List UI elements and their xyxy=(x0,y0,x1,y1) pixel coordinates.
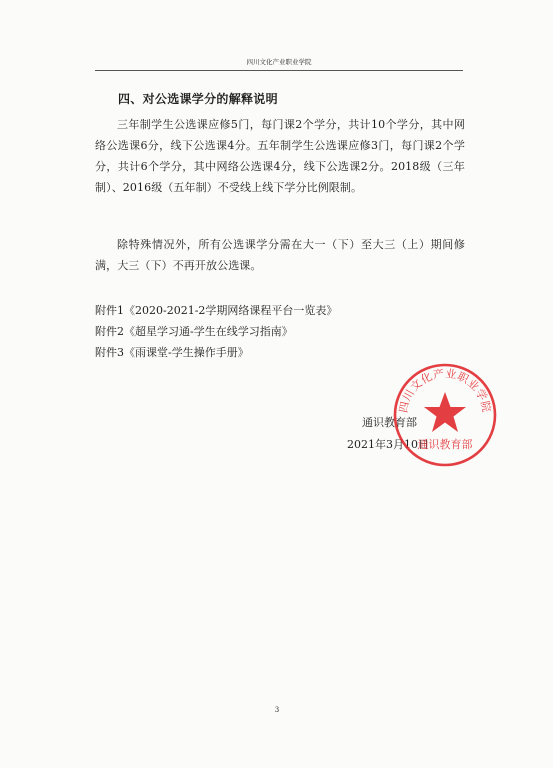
attachment-3[interactable]: 附件3《雨课堂-学生操作手册》 xyxy=(95,346,249,359)
signing-date: 2021年3月10日 xyxy=(347,438,429,451)
paragraph-completion-period: 除特殊情况外，所有公选课学分需在大一（下）至大三（上）期间修满，大三（下）不再开放公选课。 xyxy=(95,238,465,272)
page-header: 四川文化产业职业学院 xyxy=(246,58,312,66)
section-title: 四、对公选课学分的解释说明 xyxy=(118,92,278,106)
attachments-list xyxy=(95,300,475,363)
seal-center-text: 通识教育部 xyxy=(417,438,473,451)
header-rule xyxy=(95,70,463,71)
paragraph-credit-requirements: 三年制学生公选课应修5门，每门课2个学分，共计10个学分，其中网络公选课6分，线下公选课4分。五年制学生公选课应修3门，每门课2个学分，共计6个学分，其中网络公选课4分，线下公选课2分。2018级（三年制）、2016级（五年制）不受线上线下学分比例限制。 xyxy=(95,118,465,194)
attachment-1[interactable]: 附件1《2020-2021-2学期网络课程平台一览表》 xyxy=(95,304,338,317)
attachment-2[interactable]: 附件2《超星学习通-学生在线学习指南》 xyxy=(95,325,293,338)
page-number: 3 xyxy=(274,706,280,714)
official-seal-stamp xyxy=(392,362,498,468)
signing-department: 通识教育部 xyxy=(362,416,417,429)
seal-ring-text: 四川文化产业职业学院 xyxy=(396,367,494,414)
